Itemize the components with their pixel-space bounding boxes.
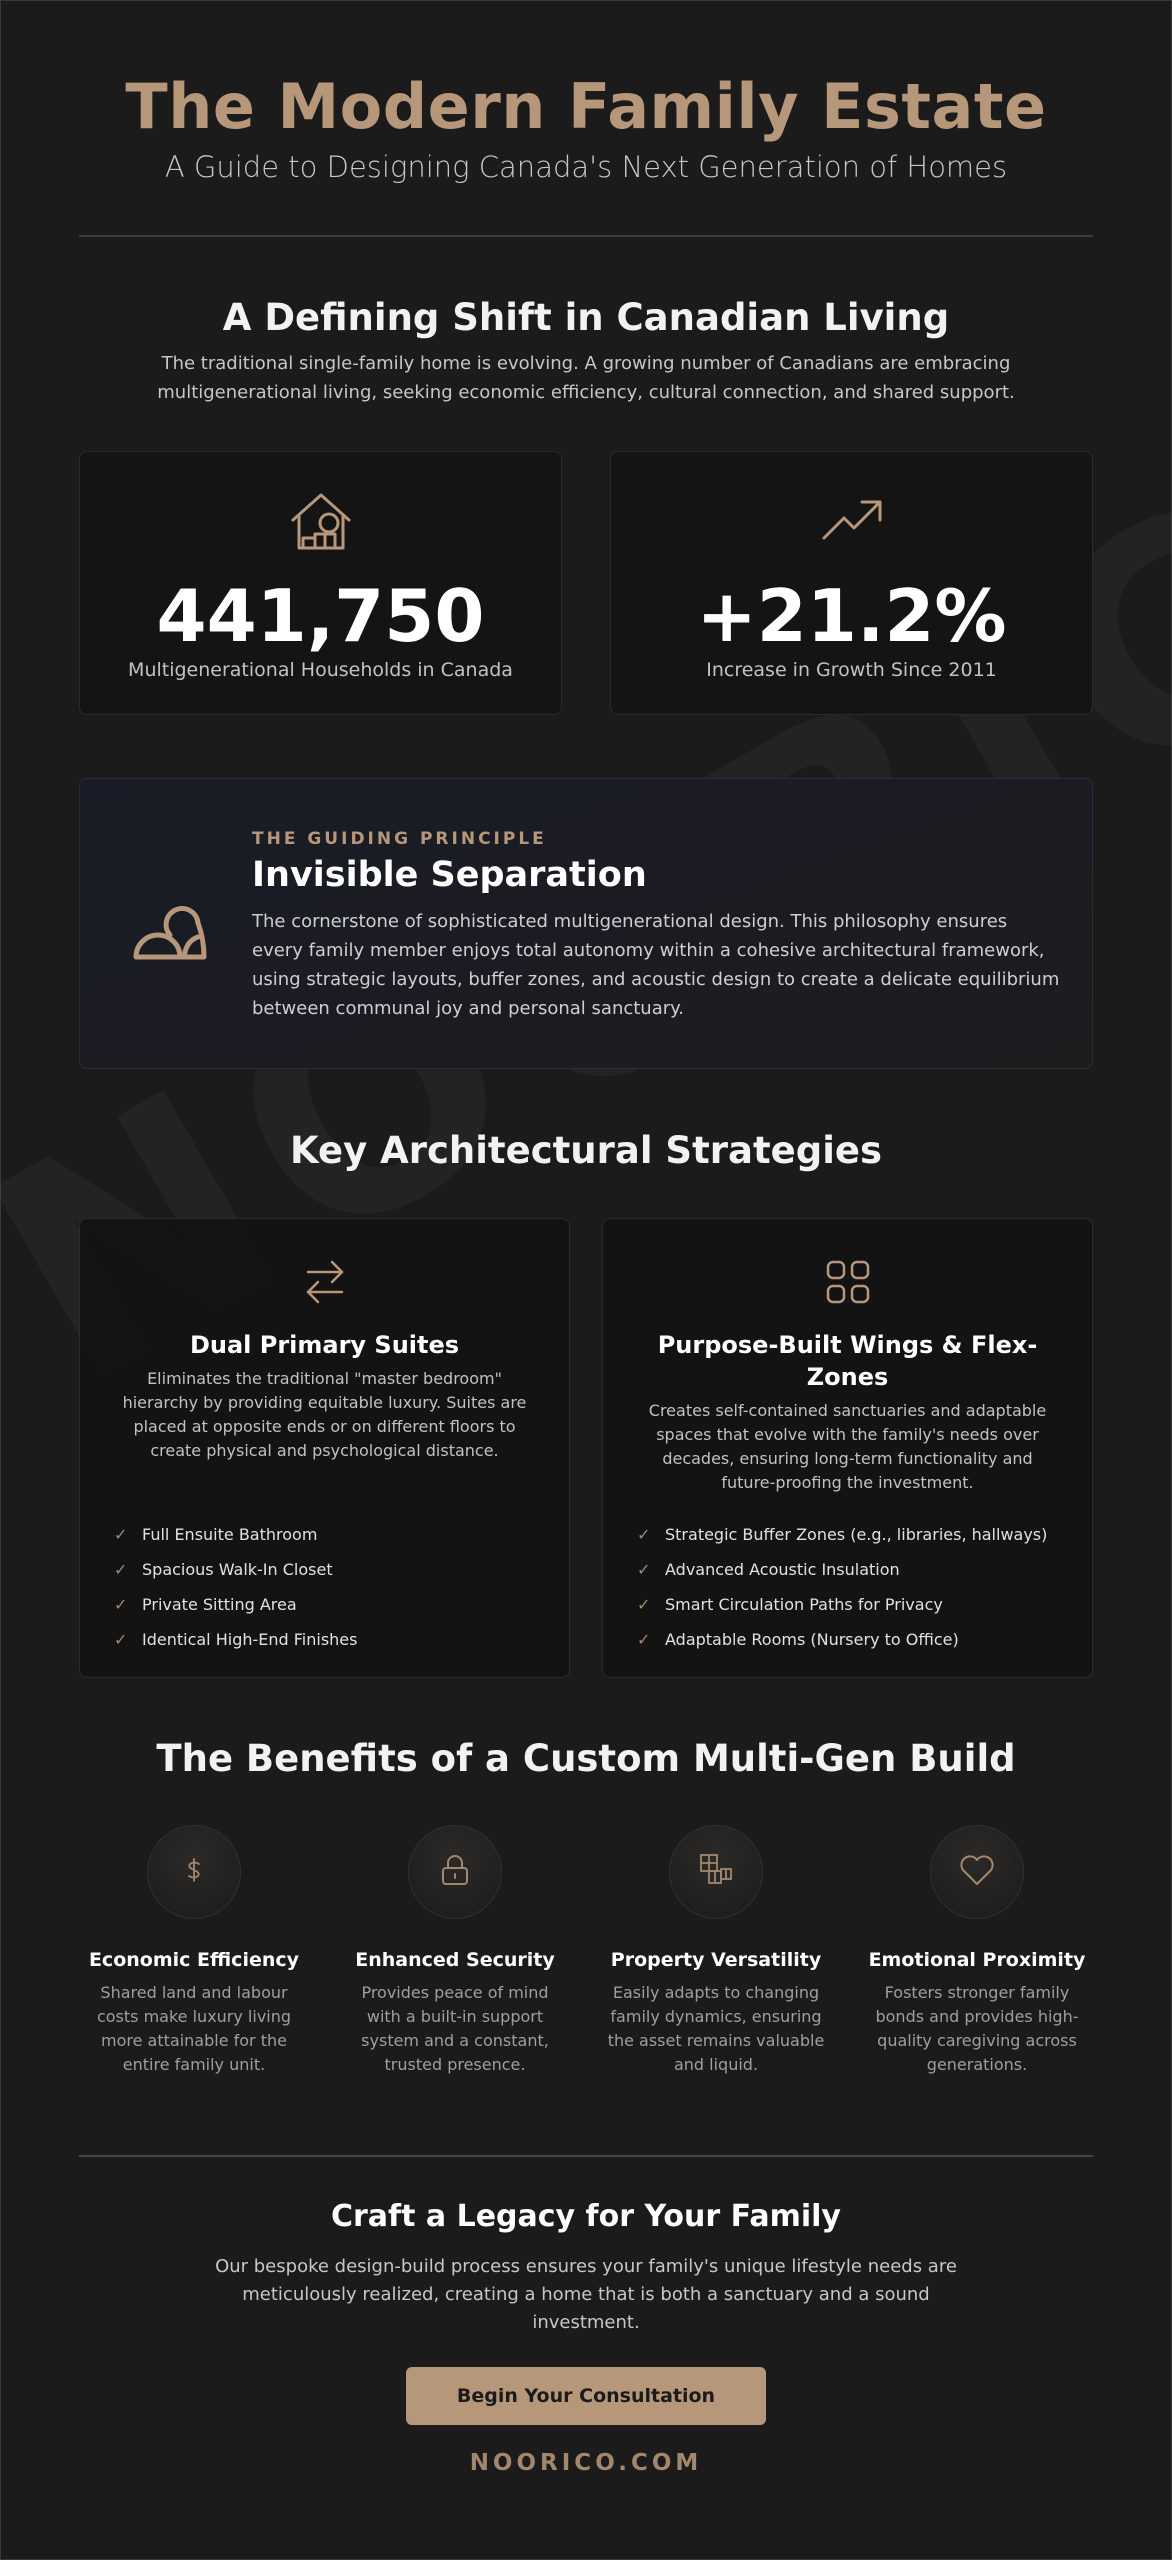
strategies-section-title: Key Architectural Strategies	[289, 1129, 883, 1172]
principle-eyebrow: THE GUIDING PRINCIPLE	[252, 829, 547, 849]
benefit-icon-circle	[147, 1825, 241, 1919]
principle-text: The cornerstone of sophisticated multigenerational design. This philosophy ensures every family member enjoys total autonomy within a cohesive architectural framework, using strategic layouts, buffer zones, and acoustic design to create a delicate equilibrium between communal joy and personal sanctuary.	[252, 911, 1060, 1019]
benefit-text: Easily adapts to changing family dynamics, ensuring the asset remains valuable and liquid.	[607, 1983, 825, 2074]
strategy-card-wings-flex	[602, 1218, 1093, 1678]
check-icon: ✓	[637, 1525, 651, 1544]
list-item: ✓ Full Ensuite Bathroom	[114, 1525, 318, 1544]
cta-divider	[79, 2155, 1093, 2157]
strategy-text: Creates self-contained sanctuaries and adaptable spaces that evolve with the family's needs over decades, ensuring long-term functionality and future-proofing the investment.	[648, 1401, 1047, 1492]
check-icon: ✓	[637, 1560, 651, 1579]
trending-up-icon	[820, 490, 884, 558]
dollar-icon	[180, 1856, 208, 1888]
benefit-text: Shared land and labour costs make luxury living more attainable for the entire family unit.	[96, 1983, 292, 2074]
family-icon	[132, 883, 212, 967]
page-subtitle: A Guide to Designing Canada's Next Generation of Homes	[164, 150, 1008, 184]
header-divider	[79, 235, 1093, 237]
list-item: ✓ Smart Circulation Paths for Privacy	[637, 1595, 943, 1614]
benefit-text: Fosters stronger family bonds and provides high-quality caregiving across generations.	[875, 1983, 1079, 2074]
check-icon: ✓	[114, 1595, 128, 1614]
begin-consultation-button[interactable]: Begin Your Consultation	[406, 2367, 766, 2425]
check-icon: ✓	[637, 1595, 651, 1614]
shift-section-intro: The traditional single-family home is evolving. A growing number of Canadians are embracing multigenerational living, seeking economic efficiency, cultural connection, and shared support.	[157, 353, 1015, 403]
swap-arrows-icon	[300, 1257, 350, 1311]
feature-list	[637, 1517, 1072, 1657]
benefit-icon-circle	[930, 1825, 1024, 1919]
page-title: The Modern Family Estate	[125, 70, 1047, 143]
house-icon	[289, 490, 353, 558]
stat-value: 441,750	[156, 574, 485, 658]
blocks-icon	[698, 1852, 734, 1892]
cta-title: Craft a Legacy for Your Family	[331, 2199, 841, 2234]
list-item: ✓ Advanced Acoustic Insulation	[637, 1560, 900, 1579]
guiding-principle-card	[79, 778, 1093, 1069]
heart-icon	[958, 1853, 996, 1891]
check-icon: ✓	[637, 1630, 651, 1649]
strategy-card-dual-suites	[79, 1218, 570, 1678]
benefit-text: Provides peace of mind with a built-in support system and a constant, trusted presence.	[361, 1983, 549, 2074]
benefits-section-title: The Benefits of a Custom Multi-Gen Build	[156, 1737, 1016, 1780]
lock-icon	[438, 1853, 472, 1891]
shift-section-title: A Defining Shift in Canadian Living	[222, 296, 950, 339]
list-item: ✓ Spacious Walk-In Closet	[114, 1560, 333, 1579]
stat-label: Multigenerational Households in Canada	[128, 659, 513, 681]
list-item: ✓ Adaptable Rooms (Nursery to Office)	[637, 1630, 959, 1649]
check-icon: ✓	[114, 1630, 128, 1649]
list-item: ✓ Identical High-End Finishes	[114, 1630, 358, 1649]
strategy-title: Purpose-Built Wings & Flex-Zones	[657, 1331, 1038, 1391]
list-item: ✓ Strategic Buffer Zones (e.g., libraries, hallways)	[637, 1525, 1048, 1544]
strategy-title: Dual Primary Suites	[189, 1331, 460, 1359]
cta-text: Our bespoke design-build process ensures your family's unique lifestyle needs are meticulously realized, creating a home that is both a sanctuary and a sound investment.	[215, 2256, 957, 2333]
footer-brand-link[interactable]: NOORICO.COM	[469, 2450, 703, 2476]
strategy-text: Eliminates the traditional "master bedroom" hierarchy by providing equitable luxury. Suites are placed at opposite ends or on different floors to create physical and psychological distance.	[122, 1369, 527, 1460]
stat-value: +21.2%	[696, 574, 1007, 658]
benefit-title: Property Versatility	[610, 1949, 822, 1971]
benefit-title: Economic Efficiency	[88, 1949, 300, 1971]
grid-icon	[823, 1257, 873, 1311]
stat-label: Increase in Growth Since 2011	[706, 659, 997, 681]
check-icon: ✓	[114, 1525, 128, 1544]
benefit-title: Emotional Proximity	[868, 1949, 1086, 1971]
benefit-title: Enhanced Security	[355, 1949, 555, 1971]
principle-title: Invisible Separation	[252, 855, 647, 895]
check-icon: ✓	[114, 1560, 128, 1579]
feature-list	[114, 1517, 549, 1657]
benefit-icon-circle	[669, 1825, 763, 1919]
stat-card-households	[79, 451, 562, 715]
benefit-icon-circle	[408, 1825, 502, 1919]
stat-card-growth	[610, 451, 1093, 715]
list-item: ✓ Private Sitting Area	[114, 1595, 297, 1614]
